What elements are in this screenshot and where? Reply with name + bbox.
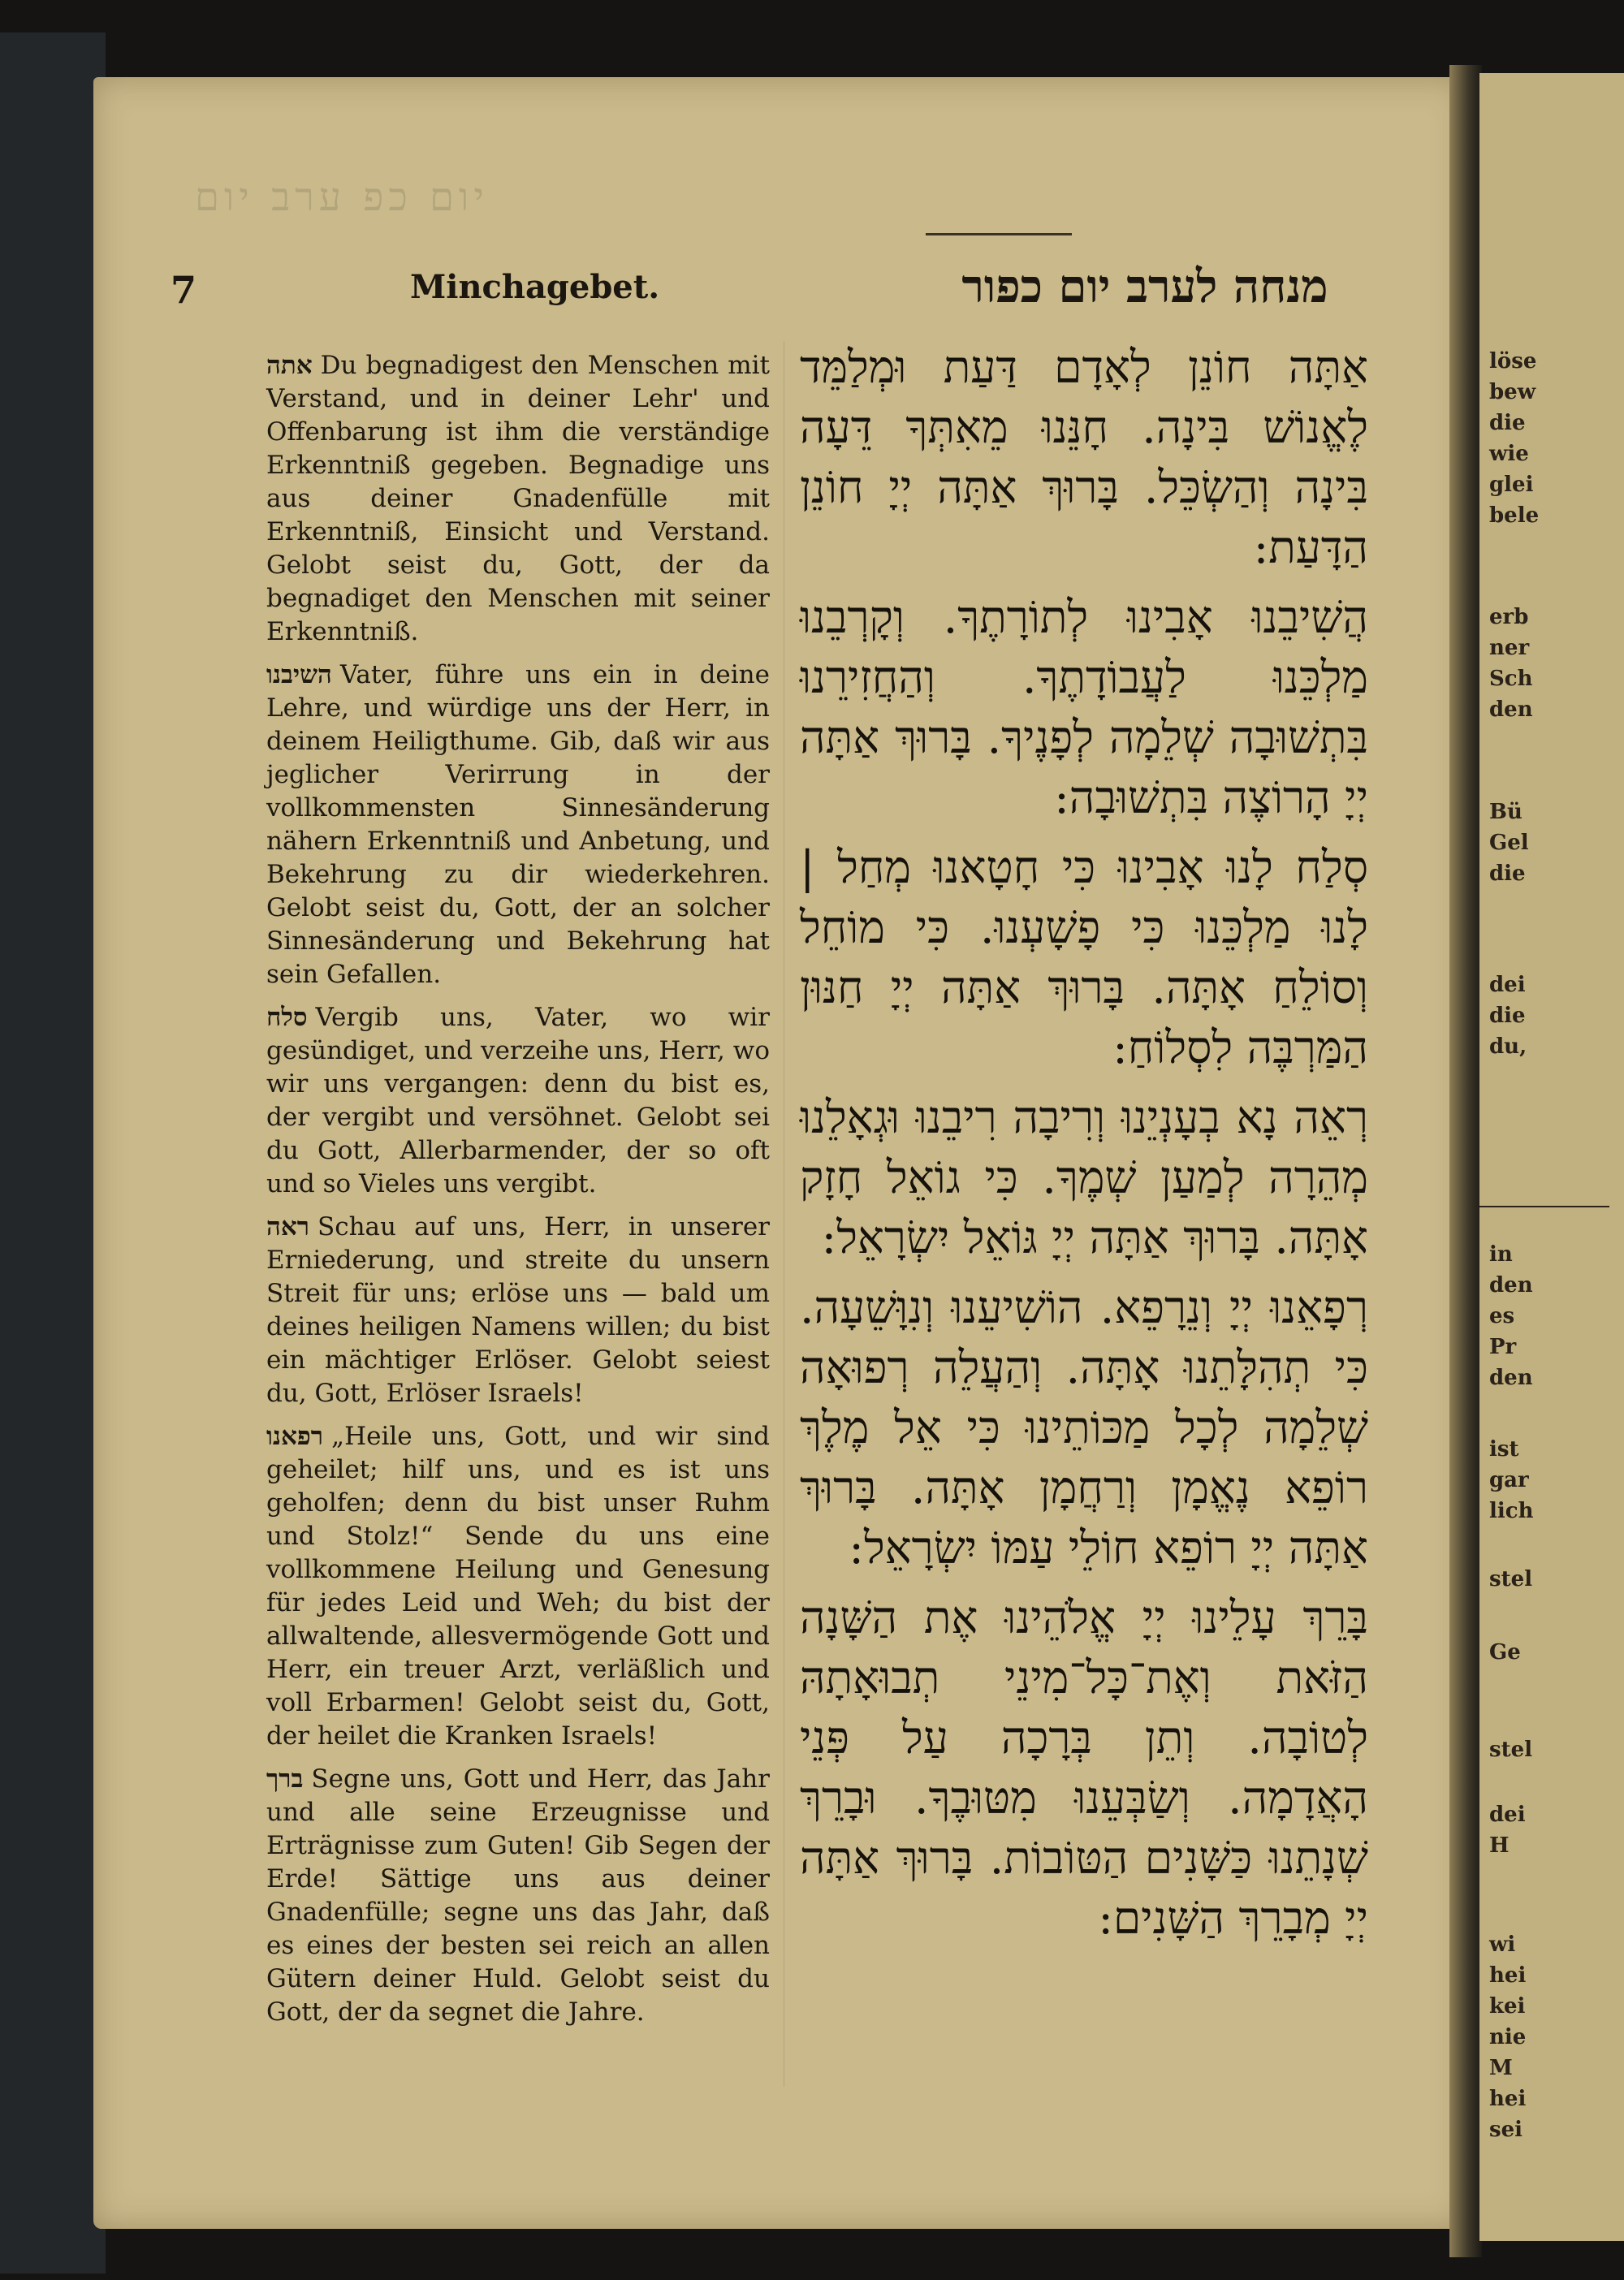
next-page-text-fragment: Bü [1489, 800, 1522, 824]
book-page-right-fragment [1479, 73, 1624, 2241]
german-paragraph-text: „Heile uns, Gott, und wir sind geheilet; hilf uns, und es ist uns geholfen; denn du bist unser Ruhm und Stolz!“ Sende du uns eine vollkommene Heilung und Genesung für jedes Leid und Weh; du bist der allwaltende, allesvermögende Gott und Herr, ein treuer Arzt, verläßlich und voll Erbarmen! Gelobt seist du, Gott, der heilet die Kranken Israels! [266, 1422, 770, 1751]
next-page-text-fragment: wie [1489, 442, 1529, 466]
book-gutter [1449, 65, 1482, 2257]
next-page-text-fragment: hei [1489, 1963, 1527, 1988]
german-paragraph [266, 1763, 770, 2029]
page-number: 7 [171, 268, 197, 312]
hebrew-cue-word: אתה [266, 351, 313, 380]
next-page-text-fragment: kei [1489, 1994, 1526, 2019]
next-page-text-fragment: die [1489, 1004, 1526, 1028]
german-paragraph-text: Segne uns, Gott und Herr, das Jahr und alle seine Erzeugnisse und Erträgnisse zum Guten! Gib Segen der Erde! Sättige uns aus deiner Gnadenfülle; segne uns das Jahr, daß es eines der besten sei reich an allen Gütern deiner Huld. Gelobt seist du Gott, der da segnet die Jahre. [266, 1764, 770, 2027]
german-paragraph-text: Du begnadigest den Menschen mit Verstand, und in deiner Lehr' und Offenbarung ist ihm die verständige Erkenntniß gegeben. Begnadige uns aus deiner Gnadenfülle mit Erkenntniß, Einsicht und Verstand. Gelobt seist du, Gott, der da begnadiget den Menschen mit seiner Erkenntniß. [266, 351, 770, 646]
next-page-text-fragment: Gel [1489, 831, 1529, 855]
hebrew-cue-word: השיבנו [266, 660, 332, 689]
next-page-text-fragment: dei [1489, 1803, 1526, 1827]
next-page-text-fragment: den [1489, 1366, 1533, 1390]
next-page-text-fragment: hei [1489, 2087, 1527, 2111]
german-paragraph-text: Vater, führe uns ein in deine Lehre, und würdige uns der Herr, in deinem Heiligthume. Gib, daß wir aus jeglicher Verirrung in der vollkommensten Sinnesänderung nähern Erkenntniß und Anbetung, und Bekehrung zu dir wiederkehren. Gelobt seist du, Gott, der an solcher Sinnesänderung und Bekehrung hat sein Gefallen. [266, 660, 770, 989]
next-page-text-fragment: die [1489, 861, 1526, 886]
next-page-text-fragment: Ge [1489, 1640, 1521, 1665]
hebrew-paragraph: בָּרֵךְ עָלֵינוּ יְיָ אֱלֹהֵינוּ אֶת הַשָּׁנָה הַזֹּאת וְאֶת־כָּל־מִינֵי תְבוּאָתָהּ לְטוֹבָה. וְתֵן בְּרָכָה עַל פְּנֵי הָאֲדָמָה. וְשַׂבְּעֵנוּ מִטּוּבֶךָ. וּבָרֵךְ שְׁנָתֵנוּ כַּשָּׁנִים הַטּוֹבוֹת. בָּרוּךְ אַתָּה יְיָ מְבָרֵךְ הַשָּׁנִים: [800, 1591, 1368, 1944]
german-paragraph [266, 1211, 770, 1410]
hebrew-cue-word: ראה [266, 1212, 309, 1241]
german-paragraph [266, 1001, 770, 1201]
next-page-text-fragment: bew [1489, 380, 1536, 404]
next-page-text-fragment: glei [1489, 473, 1534, 497]
next-page-text-fragment: gar [1489, 1468, 1529, 1492]
next-page-text-fragment: bele [1489, 503, 1540, 528]
next-page-text-fragment: du, [1489, 1034, 1527, 1059]
next-page-text-fragment: H [1489, 1833, 1510, 1858]
title-rule [926, 233, 1072, 235]
german-paragraph [266, 1420, 770, 1753]
next-page-text-fragment: nie [1489, 2025, 1527, 2049]
hebrew-cue-word: סלח [266, 1003, 308, 1032]
book-cover-edge [0, 32, 106, 2274]
next-page-text-fragment: dei [1489, 973, 1526, 997]
next-page-text-fragment: ner [1489, 636, 1530, 660]
next-page-rule [1479, 1206, 1609, 1207]
next-page-text-fragment: sei [1489, 2118, 1523, 2142]
next-page-text-fragment: stel [1489, 1738, 1533, 1762]
next-page-text-fragment: Sch [1489, 667, 1533, 691]
next-page-text-fragment: löse [1489, 349, 1537, 374]
next-page-text-fragment: ist [1489, 1437, 1519, 1462]
next-page-text-fragment: den [1489, 697, 1533, 722]
german-paragraph-text: Schau auf uns, Herr, in unserer Erniederung, und streite du unsern Streit für uns; erlöse uns — bald um deines heiligen Namens willen; du bist ein mächtiger Erlöser. Gelobt seiest du, Gott, Erlöser Israels! [266, 1212, 770, 1408]
next-page-text-fragment: es [1489, 1304, 1515, 1328]
hebrew-paragraph: אַתָּה חוֹנֵן לְאָדָם דַּעַת וּמְלַמֵּד לֶאֱנוֹשׁ בִּינָה. חָנֵּנוּ מֵאִתְּךָ דֵּעָה בִּינָה וְהַשְׂכֵּל. בָּרוּךְ אַתָּה יְיָ חוֹנֵן הַדָּעַת: [800, 341, 1368, 573]
next-page-text-fragment: den [1489, 1273, 1533, 1298]
hebrew-paragraph: הֲשִׁיבֵנוּ אָבִינוּ לְתוֹרָתֶךָ. וְקָרְבֵנוּ מַלְכֵּנוּ לַעֲבוֹדָתֶךָ. וְהַחֲזִירֵנוּ בִּתְשׁוּבָה שְׁלֵמָה לְפָנֶיךָ. בָּרוּךְ אַתָּה יְיָ הָרוֹצֶה בִּתְשׁוּבָה: [800, 591, 1368, 823]
next-page-text-fragment: in [1489, 1242, 1513, 1267]
next-page-text-fragment: die [1489, 411, 1526, 435]
next-page-text-fragment: erb [1489, 605, 1529, 629]
german-paragraph [266, 349, 770, 649]
hebrew-prayer-column [800, 337, 1368, 1958]
hebrew-cue-word: רפאנו [266, 1422, 324, 1451]
hebrew-paragraph: רְאֵה נָא בְעָנְיֵנוּ וְרִיבָה רִיבֵנוּ וּגְאָלֵנוּ מְהֵרָה לְמַעַן שְׁמֶךָ. כִּי גוֹאֵל חָזָק אָתָּה. בָּרוּךְ אַתָּה יְיָ גּוֹאֵל יִשְׂרָאֵל: [800, 1091, 1368, 1263]
hebrew-paragraph: סְלַח לָנוּ אָבִינוּ כִּי חָטָאנוּ מְחַל | לָנוּ מַלְכֵּנוּ כִּי פָשָׁעְנוּ. כִּי מוֹחֵל וְסוֹלֵחַ אָתָּה. בָּרוּךְ אַתָּה יְיָ חַנּוּן הַמַּרְבֶּה לִסְלוֹחַ: [800, 841, 1368, 1073]
show-through-text: יום כפ ערב יום [195, 175, 489, 220]
next-page-text-fragment: Pr [1489, 1335, 1517, 1359]
hebrew-cue-word: ברך [266, 1764, 304, 1794]
next-page-text-fragment: stel [1489, 1567, 1533, 1591]
next-page-text-fragment: M [1489, 2056, 1513, 2080]
german-running-title: Minchagebet. [410, 268, 660, 306]
german-paragraph [266, 659, 770, 991]
hebrew-running-title: מנחה לערב יום כפור [961, 260, 1328, 313]
german-paragraph-text: Vergib uns, Vater, wo wir gesündiget, und verzeihe uns, Herr, wo wir uns vergangen: denn du bist es, der vergibt und versöhnet. Gelobt sei du Gott, Allerbarmender, der so oft und so Vieles uns vergibt. [266, 1003, 770, 1198]
next-page-text-fragment: wi [1489, 1932, 1516, 1957]
hebrew-paragraph: רְפָאֵנוּ יְיָ וְנֵרָפֵא. הוֹשִׁיעֵנוּ וְנִוָּשֵׁעָה. כִּי תְהִלָּתֵנוּ אָתָּה. וְהַעֲלֵה רְפוּאָה שְׁלֵמָה לְכָל מַכּוֹתֵינוּ כִּי אֵל מֶלֶךְ רוֹפֵא נֶאֱמָן וְרַחֲמָן אָתָּה. בָּרוּךְ אַתָּה יְיָ רוֹפֵא חוֹלֵי עַמּוֹ יִשְׂרָאֵל: [800, 1281, 1368, 1574]
next-page-text-fragment: lich [1489, 1499, 1534, 1523]
german-translation-column [266, 349, 770, 2039]
